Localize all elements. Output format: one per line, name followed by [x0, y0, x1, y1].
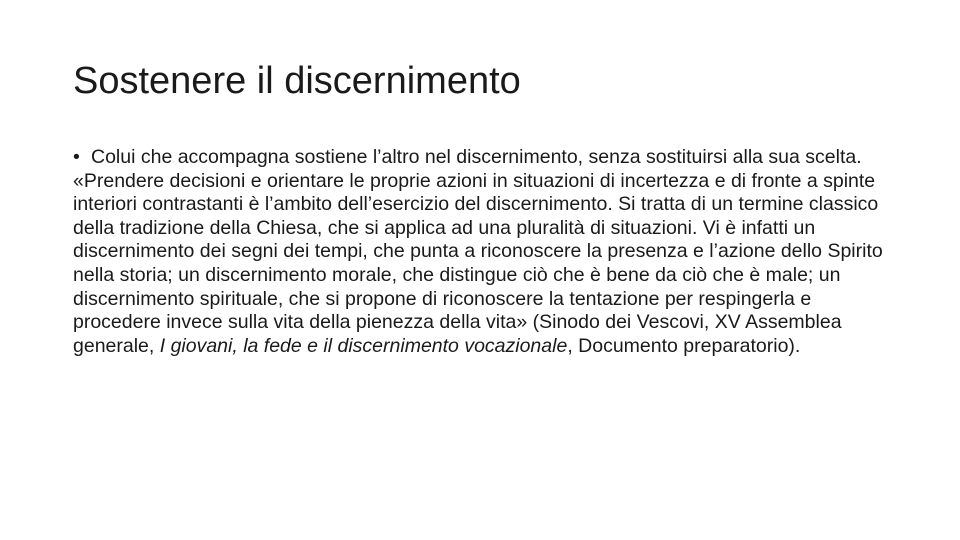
bullet-text: Colui che accompagna sostiene l’altro nel discernimento, senza sostituirsi alla sua scelta. [91, 146, 862, 168]
quote-citation-tail: , Documento preparatorio). [567, 334, 801, 357]
quote-block [73, 170, 888, 359]
bullet-item [73, 146, 888, 170]
quote-paragraph [73, 170, 888, 359]
quote-text: «Prendere decisioni e orientare le proprie azioni in situazioni di incertezza e di fronte a spinte interiori contrastanti è l’ambito dell’esercizio del discernimento. Si tratta di un termine classico della tradizione della Chiesa, che si applica ad una pluralità di situazioni. Vi è infatti un discernimento dei segni dei tempi, che punta a riconoscere la presenza e l’azione dello Spirito nella storia; un discernimento morale, che distingue ciò che è bene da ciò che è male; un discernimento spirituale, che si propone di riconoscere la tentazione per respingerla e procedere invece sulla vita della pienezza della vita» (Sinodo dei Vescovi, XV Assemblea generale, [73, 169, 883, 357]
slide-title: Sostenere il discernimento [73, 60, 521, 102]
slide-body [73, 146, 888, 358]
quote-document-title: I giovani, la fede e il discernimento vocazionale [159, 334, 568, 357]
bullet-icon: • [73, 146, 80, 168]
